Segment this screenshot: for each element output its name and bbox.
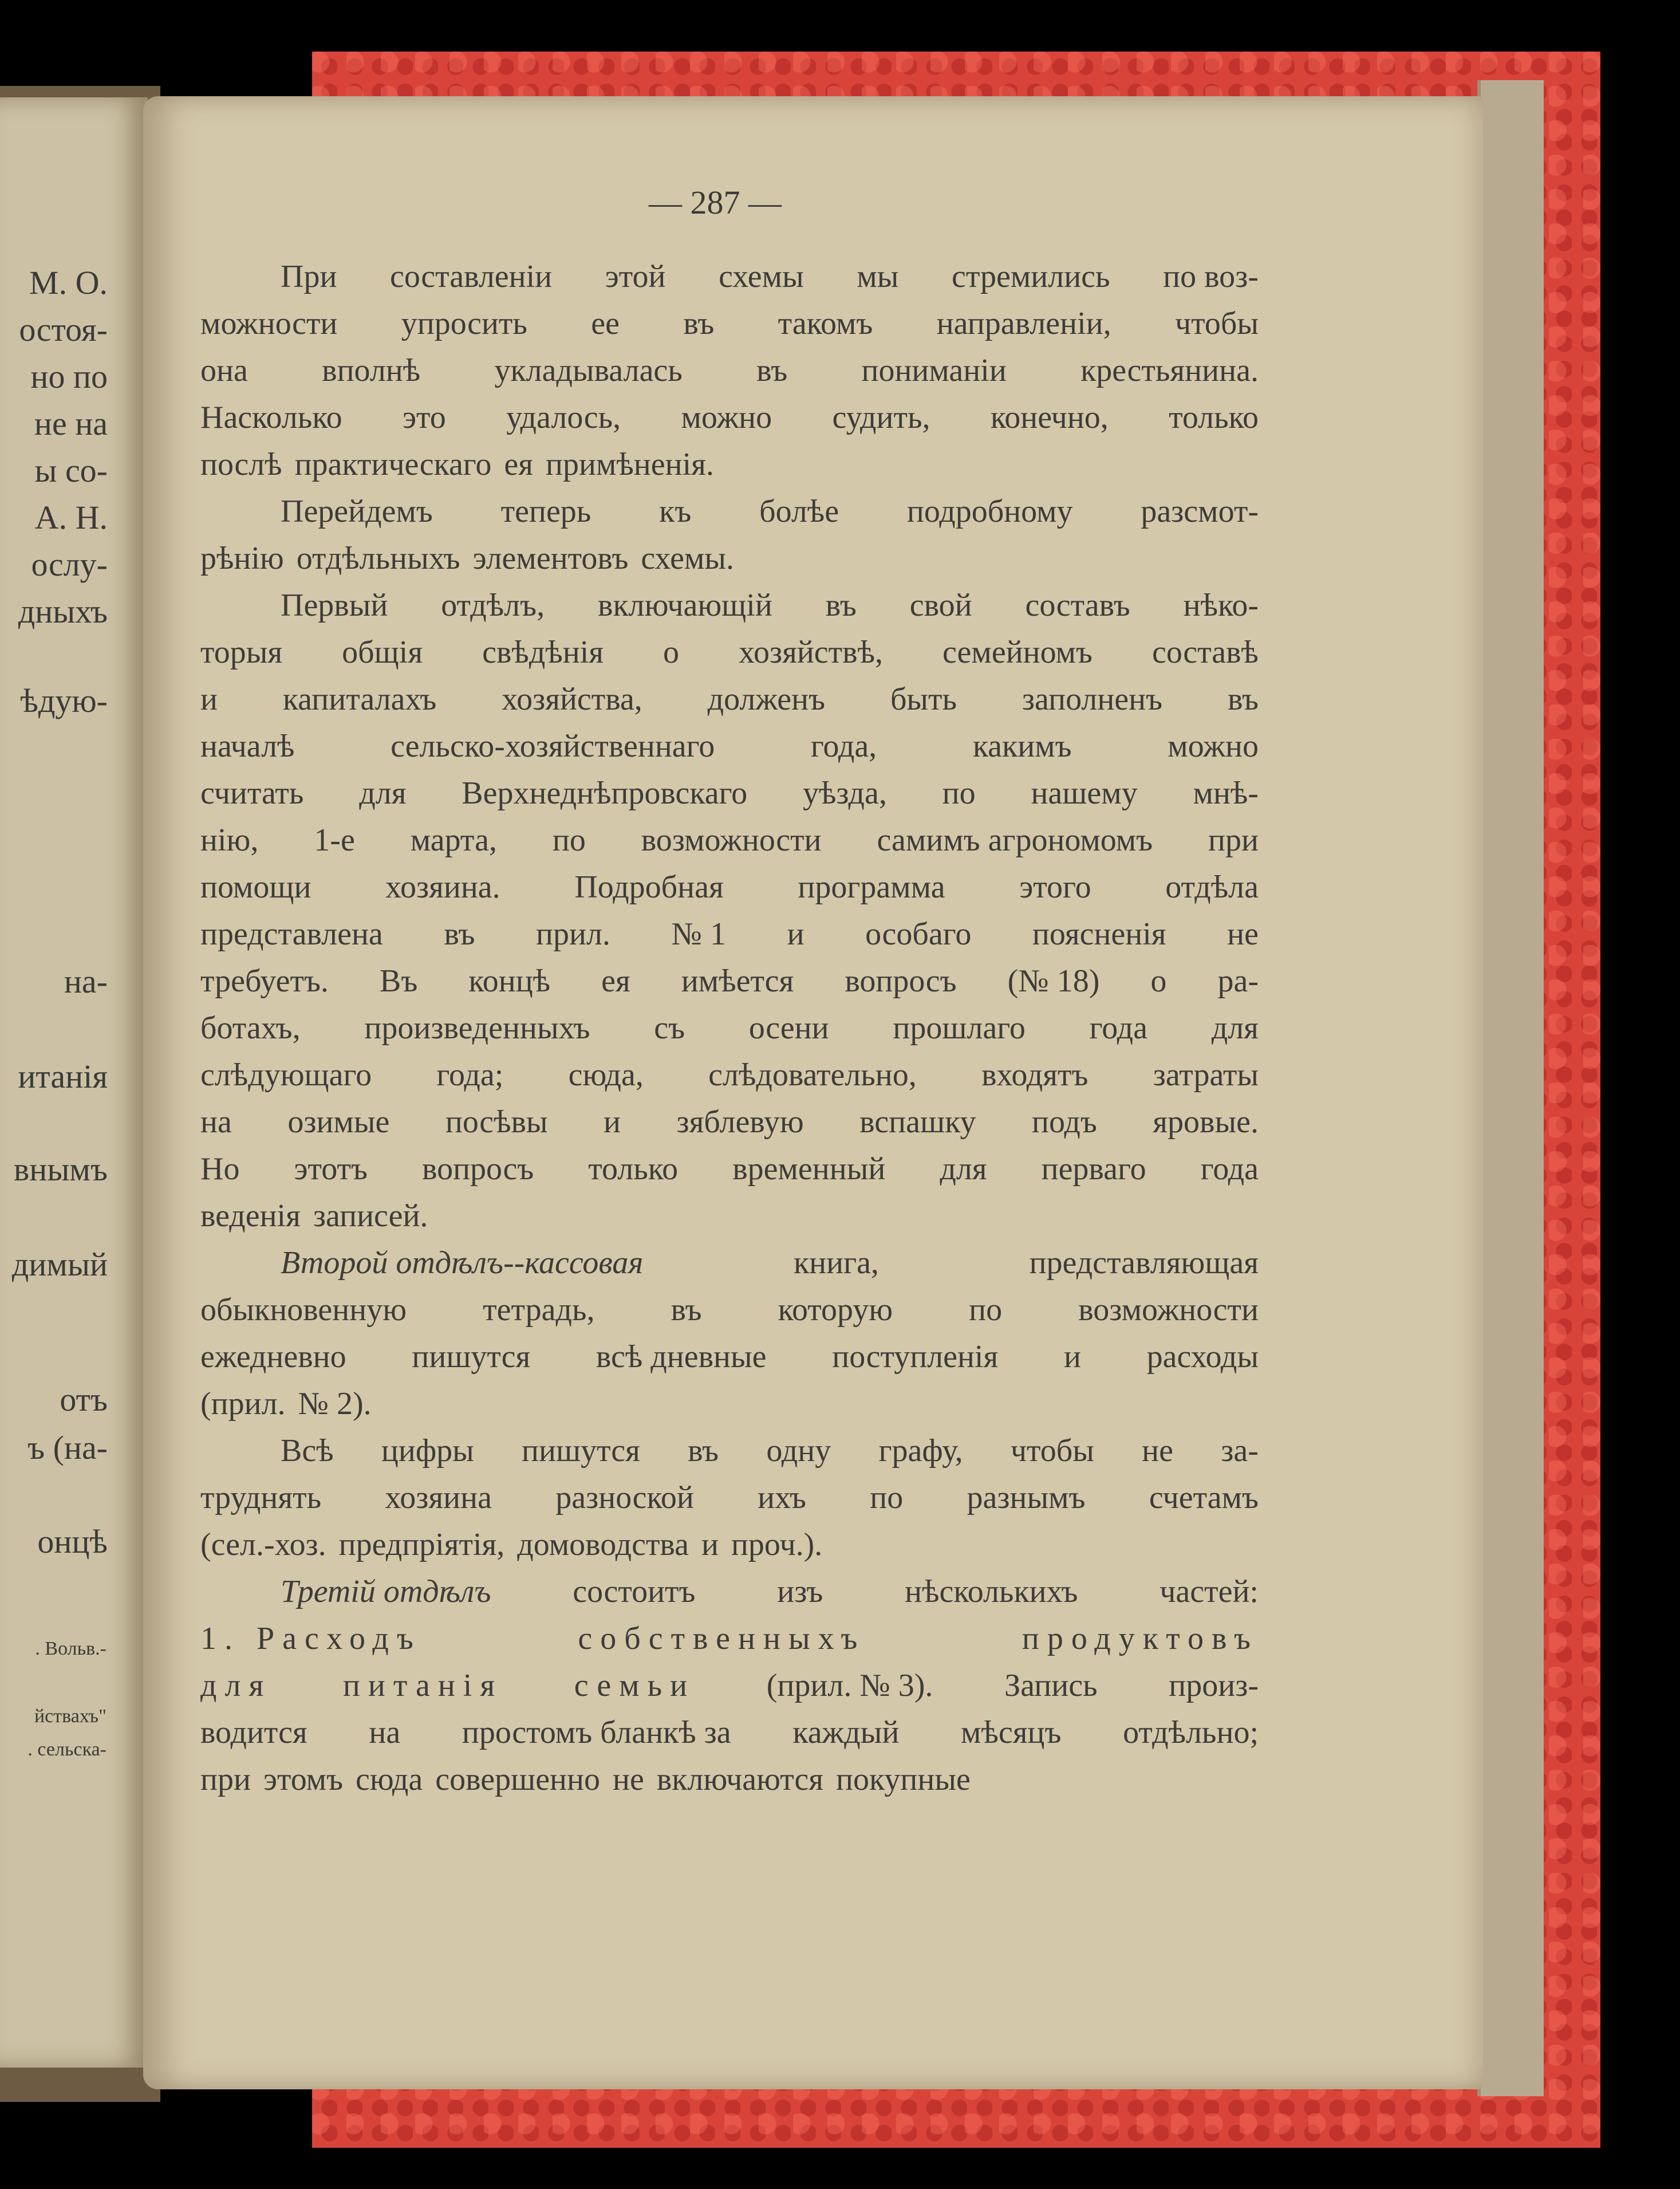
word: примѣненія. (546, 447, 714, 482)
word: по (942, 775, 976, 811)
left-page-line: не на (34, 405, 108, 442)
word: Первый (281, 588, 388, 623)
left-page-line: ѣдую- (20, 682, 108, 719)
text-line (200, 347, 1259, 394)
word: особаго (865, 916, 972, 952)
word: въ (688, 1433, 719, 1468)
word: проч.). (731, 1527, 823, 1562)
text-line (200, 1052, 1259, 1099)
word: торыя (200, 635, 283, 670)
word: ихъ (758, 1480, 806, 1515)
text-line (200, 441, 1259, 488)
word: тетрадь, (483, 1292, 595, 1328)
text-line (200, 1286, 1259, 1333)
word: уѣзда, (802, 775, 887, 811)
word: схемы (719, 259, 804, 294)
word: долженъ (707, 682, 826, 717)
word: упросить (401, 306, 527, 341)
word: возможности (1078, 1292, 1259, 1328)
word: разсмот- (1141, 494, 1259, 529)
word: Второй отдѣлъ--кассовая (281, 1245, 644, 1281)
left-page-line: ослу- (31, 546, 108, 583)
word: нашему (1031, 775, 1138, 811)
word: года; (436, 1057, 504, 1093)
word: въ (756, 353, 788, 388)
word: (прил. (200, 1386, 286, 1422)
word: свѣдѣнія (482, 635, 604, 670)
text-line (200, 958, 1259, 1005)
left-page-note: йствахъ" (34, 1706, 107, 1727)
word: хозяйства, (502, 682, 642, 717)
left-page-line: М. О. (29, 264, 108, 301)
word: въ (1227, 682, 1259, 717)
word: хозяина. (385, 869, 500, 905)
word: требуетъ. (200, 963, 329, 999)
word: питанія (342, 1668, 503, 1703)
text-line (200, 1145, 1259, 1192)
word: отдѣлъ, (441, 588, 545, 623)
text-line (200, 1521, 1259, 1568)
word: входятъ (981, 1057, 1089, 1093)
word: къ (659, 494, 692, 529)
text-line (200, 300, 1259, 347)
word: домоводства (517, 1527, 689, 1562)
left-page-line: онцѣ (37, 1523, 108, 1560)
word: и (604, 1104, 621, 1140)
word: пишутся (522, 1433, 640, 1468)
word: пишутся (412, 1339, 531, 1375)
word: болѣе (759, 494, 839, 529)
paragraph (200, 582, 1259, 1239)
word: составленіи (390, 259, 553, 294)
word: элементовъ (472, 541, 629, 576)
word: на (369, 1715, 401, 1750)
word: ея (601, 963, 630, 999)
word: вспашку (859, 1104, 976, 1140)
left-page (0, 97, 148, 2068)
word: (№ 18) (1007, 963, 1100, 999)
text-line (200, 253, 1259, 300)
word: книга, (793, 1245, 879, 1281)
text-line (200, 582, 1259, 629)
word: цифры (381, 1433, 474, 1468)
word: произ- (1169, 1668, 1259, 1703)
word: она (200, 353, 248, 388)
word: № 1 (671, 916, 726, 952)
word: частей: (1160, 1574, 1259, 1609)
word: семьи (574, 1668, 696, 1703)
word: посѣвы (445, 1104, 548, 1140)
word: можности (200, 306, 338, 341)
word: чтобы (1010, 1433, 1094, 1468)
word: веденія (200, 1198, 301, 1234)
word: сельско-хозяйственнаго (391, 729, 715, 764)
word: по воз- (1163, 259, 1259, 294)
word: съ (654, 1010, 685, 1046)
text-line (200, 535, 1259, 582)
word: предпріятія, (338, 1527, 505, 1562)
word: по (969, 1292, 1003, 1328)
word: и (701, 1527, 719, 1562)
word: на (200, 1104, 232, 1140)
text-line (200, 1380, 1259, 1427)
word: этой (605, 259, 666, 294)
word: возможности (641, 822, 822, 858)
word: въ (683, 306, 715, 341)
word: не (613, 1762, 644, 1797)
word: направленіи, (936, 306, 1111, 341)
text-line (200, 676, 1259, 723)
word: составѣ (1151, 635, 1259, 670)
word: капиталахъ (282, 682, 437, 717)
word: по (552, 822, 586, 858)
paragraph (200, 253, 1259, 488)
word: для (200, 1668, 272, 1703)
word: этого (1019, 869, 1091, 905)
word: для (359, 775, 407, 811)
word: для (1211, 1010, 1259, 1046)
word: быть (890, 682, 957, 717)
word: марта, (410, 822, 497, 858)
left-page-note: . Вольв.- (35, 1638, 107, 1659)
word: записей. (313, 1198, 428, 1234)
word: графу, (878, 1433, 963, 1468)
text-line (200, 1333, 1259, 1380)
word: при (200, 1762, 251, 1797)
text-line (200, 770, 1259, 817)
word: ее (591, 306, 620, 341)
word: обыкновенную (200, 1292, 407, 1328)
word: концѣ (468, 963, 551, 999)
text-line (200, 817, 1259, 864)
word: включаются (656, 1762, 824, 1797)
word: года (1200, 1151, 1259, 1187)
word: сюда, (568, 1057, 644, 1093)
text-line (200, 911, 1259, 958)
left-page-line: ъ (на- (27, 1429, 108, 1466)
word: (прил. № 3). (766, 1668, 933, 1703)
word: Подробная (574, 869, 724, 905)
word: подъ (1031, 1104, 1097, 1140)
text-line (200, 394, 1259, 441)
word: заполненъ (1022, 682, 1163, 717)
left-page-line: дныхъ (18, 593, 108, 630)
word: не (1142, 1433, 1173, 1468)
word: хозяйствѣ, (739, 635, 883, 670)
word: счетамъ (1149, 1480, 1259, 1515)
word: общія (342, 635, 423, 670)
word: о (663, 635, 680, 670)
word: имѣется (681, 963, 794, 999)
word: труднять (200, 1480, 322, 1515)
word: рѣнію (200, 541, 284, 576)
left-page-line: но по (30, 358, 108, 395)
body-text (200, 253, 1259, 1803)
word: Всѣ (281, 1433, 334, 1468)
word: состоитъ (573, 1574, 696, 1609)
text-line (200, 1662, 1259, 1709)
word: этомъ (263, 1762, 344, 1797)
word: № 2). (298, 1386, 372, 1422)
text-line (200, 1756, 1259, 1803)
word: совершенно (435, 1762, 600, 1797)
word: ботахъ, (200, 1010, 301, 1046)
word: можно (681, 400, 772, 435)
text-line (200, 1615, 1259, 1662)
word: программа (798, 869, 945, 905)
word: вопросъ (845, 963, 957, 999)
word: отдѣла (1165, 869, 1259, 905)
word: можно (1168, 729, 1259, 764)
word: ежедневно (200, 1339, 346, 1375)
word: года, (810, 729, 877, 764)
word: такомъ (778, 306, 873, 341)
word: чтобы (1174, 306, 1259, 341)
word: года (1089, 1010, 1147, 1046)
word: изъ (777, 1574, 823, 1609)
left-page-line: остоя- (19, 311, 108, 348)
text-line (200, 1709, 1259, 1756)
word: произведенныхъ (364, 1010, 590, 1046)
text-line (200, 864, 1259, 911)
word: перваго (1041, 1151, 1146, 1187)
word: въ (671, 1292, 702, 1328)
word: зяблевую (676, 1104, 804, 1140)
word: составъ (1025, 588, 1130, 623)
word: прил. (536, 916, 610, 952)
left-page-line: на- (64, 963, 108, 1000)
word: хозяина (385, 1480, 492, 1515)
text-line (200, 1568, 1259, 1615)
text-line (200, 1239, 1259, 1286)
word: началѣ (200, 729, 295, 764)
word: свой (909, 588, 972, 623)
word: Перейдемъ (281, 494, 433, 529)
word: практическаго (294, 447, 492, 482)
word: слѣдующаго (200, 1057, 372, 1093)
word: по (870, 1480, 904, 1515)
word: представлена (200, 916, 383, 952)
word: осени (748, 1010, 829, 1046)
left-page-line: отъ (60, 1381, 108, 1418)
word: только (588, 1151, 679, 1187)
left-page-line: ы со- (34, 452, 108, 489)
left-page-line: итанія (18, 1058, 108, 1095)
left-page-line: А. Н. (34, 499, 108, 536)
paragraph (200, 1568, 1259, 1803)
paragraph (200, 488, 1259, 582)
word: Запись (1004, 1668, 1098, 1703)
word: водится (200, 1715, 307, 1750)
word: укладывалась (494, 353, 683, 388)
word: каждый (792, 1715, 900, 1750)
word: поясненія (1032, 916, 1166, 952)
word: нію, (200, 822, 259, 858)
word: семейномъ (942, 635, 1093, 670)
word: мнѣ- (1193, 775, 1259, 811)
word: мы (857, 259, 899, 294)
word: и (787, 916, 804, 952)
text-line (200, 1474, 1259, 1521)
word: за- (1221, 1433, 1259, 1468)
word: удалось, (506, 400, 621, 435)
word: это (402, 400, 446, 435)
text-line (200, 1099, 1259, 1145)
word: о (1150, 963, 1167, 999)
word: 1. Расходъ (200, 1621, 421, 1656)
word: ра- (1217, 963, 1259, 999)
word: и (200, 682, 218, 717)
word: затраты (1153, 1057, 1259, 1093)
word: отдѣльныхъ (296, 541, 460, 576)
word: при (1208, 822, 1259, 858)
word: мѣсяцъ (961, 1715, 1062, 1750)
word: всѣ дневные (596, 1339, 767, 1375)
word: слѣдовательно, (708, 1057, 917, 1093)
page-edges (1477, 80, 1544, 2096)
text-line (200, 1427, 1259, 1474)
word: простомъ бланкѣ за (462, 1715, 731, 1750)
word: послѣ (200, 447, 282, 482)
word: теперь (500, 494, 591, 529)
word: озимые (287, 1104, 390, 1140)
word: покупные (836, 1762, 971, 1797)
text-line (200, 1005, 1259, 1052)
word: въ (825, 588, 857, 623)
word: временный (732, 1151, 886, 1187)
word: подробному (906, 494, 1073, 529)
word: нѣко- (1183, 588, 1259, 623)
word: отдѣльно; (1123, 1715, 1259, 1750)
left-page-note: . сельска- (27, 1739, 107, 1760)
word: (сел.-хоз. (200, 1527, 326, 1562)
word: разнымъ (967, 1480, 1086, 1515)
word: только (1169, 400, 1259, 435)
left-page-line: внымъ (13, 1151, 108, 1188)
word: разноской (555, 1480, 694, 1515)
word: и (1063, 1339, 1081, 1375)
word: конечно, (990, 400, 1109, 435)
word: схемы. (641, 541, 735, 576)
word: расходы (1146, 1339, 1259, 1375)
word: самимъ агрономомъ (877, 822, 1153, 858)
word: не (1227, 916, 1259, 952)
paragraph (200, 1239, 1259, 1427)
word: ея (504, 447, 533, 482)
word: помощи (200, 869, 311, 905)
left-page-line: димый (11, 1246, 108, 1283)
word: Въ (379, 963, 418, 999)
word: сюда (356, 1762, 423, 1797)
paragraph (200, 1427, 1259, 1568)
word: яровые. (1153, 1104, 1259, 1140)
word: представляющая (1029, 1245, 1259, 1281)
word: Насколько (200, 400, 342, 435)
word: стремились (951, 259, 1110, 294)
word: Верхнеднѣпровскаго (462, 775, 748, 811)
text-line (200, 723, 1259, 770)
word: 1-е (314, 822, 355, 858)
word: собственныхъ (578, 1621, 866, 1656)
word: судить, (832, 400, 930, 435)
word: какимъ (972, 729, 1072, 764)
page-number: — 287 — (649, 184, 782, 221)
word: вопросъ (422, 1151, 534, 1187)
word: этотъ (294, 1151, 368, 1187)
word: для (940, 1151, 987, 1187)
word: продуктовъ (1022, 1621, 1259, 1656)
word: считать (200, 775, 304, 811)
word: прошлаго (893, 1010, 1026, 1046)
word: которую (778, 1292, 893, 1328)
word: крестьянина. (1080, 353, 1259, 388)
word: въ (444, 916, 475, 952)
word: включающій (598, 588, 772, 623)
word: поступленія (832, 1339, 999, 1375)
text-line (200, 488, 1259, 535)
word: При (281, 259, 337, 294)
word: вполнѣ (322, 353, 421, 388)
word: одну (766, 1433, 831, 1468)
word: Третій отдѣлъ (281, 1574, 491, 1609)
text-line (200, 629, 1259, 676)
word: Но (200, 1151, 240, 1187)
word: пониманіи (861, 353, 1007, 388)
word: нѣсколькихъ (905, 1574, 1078, 1609)
text-line (200, 1192, 1259, 1239)
